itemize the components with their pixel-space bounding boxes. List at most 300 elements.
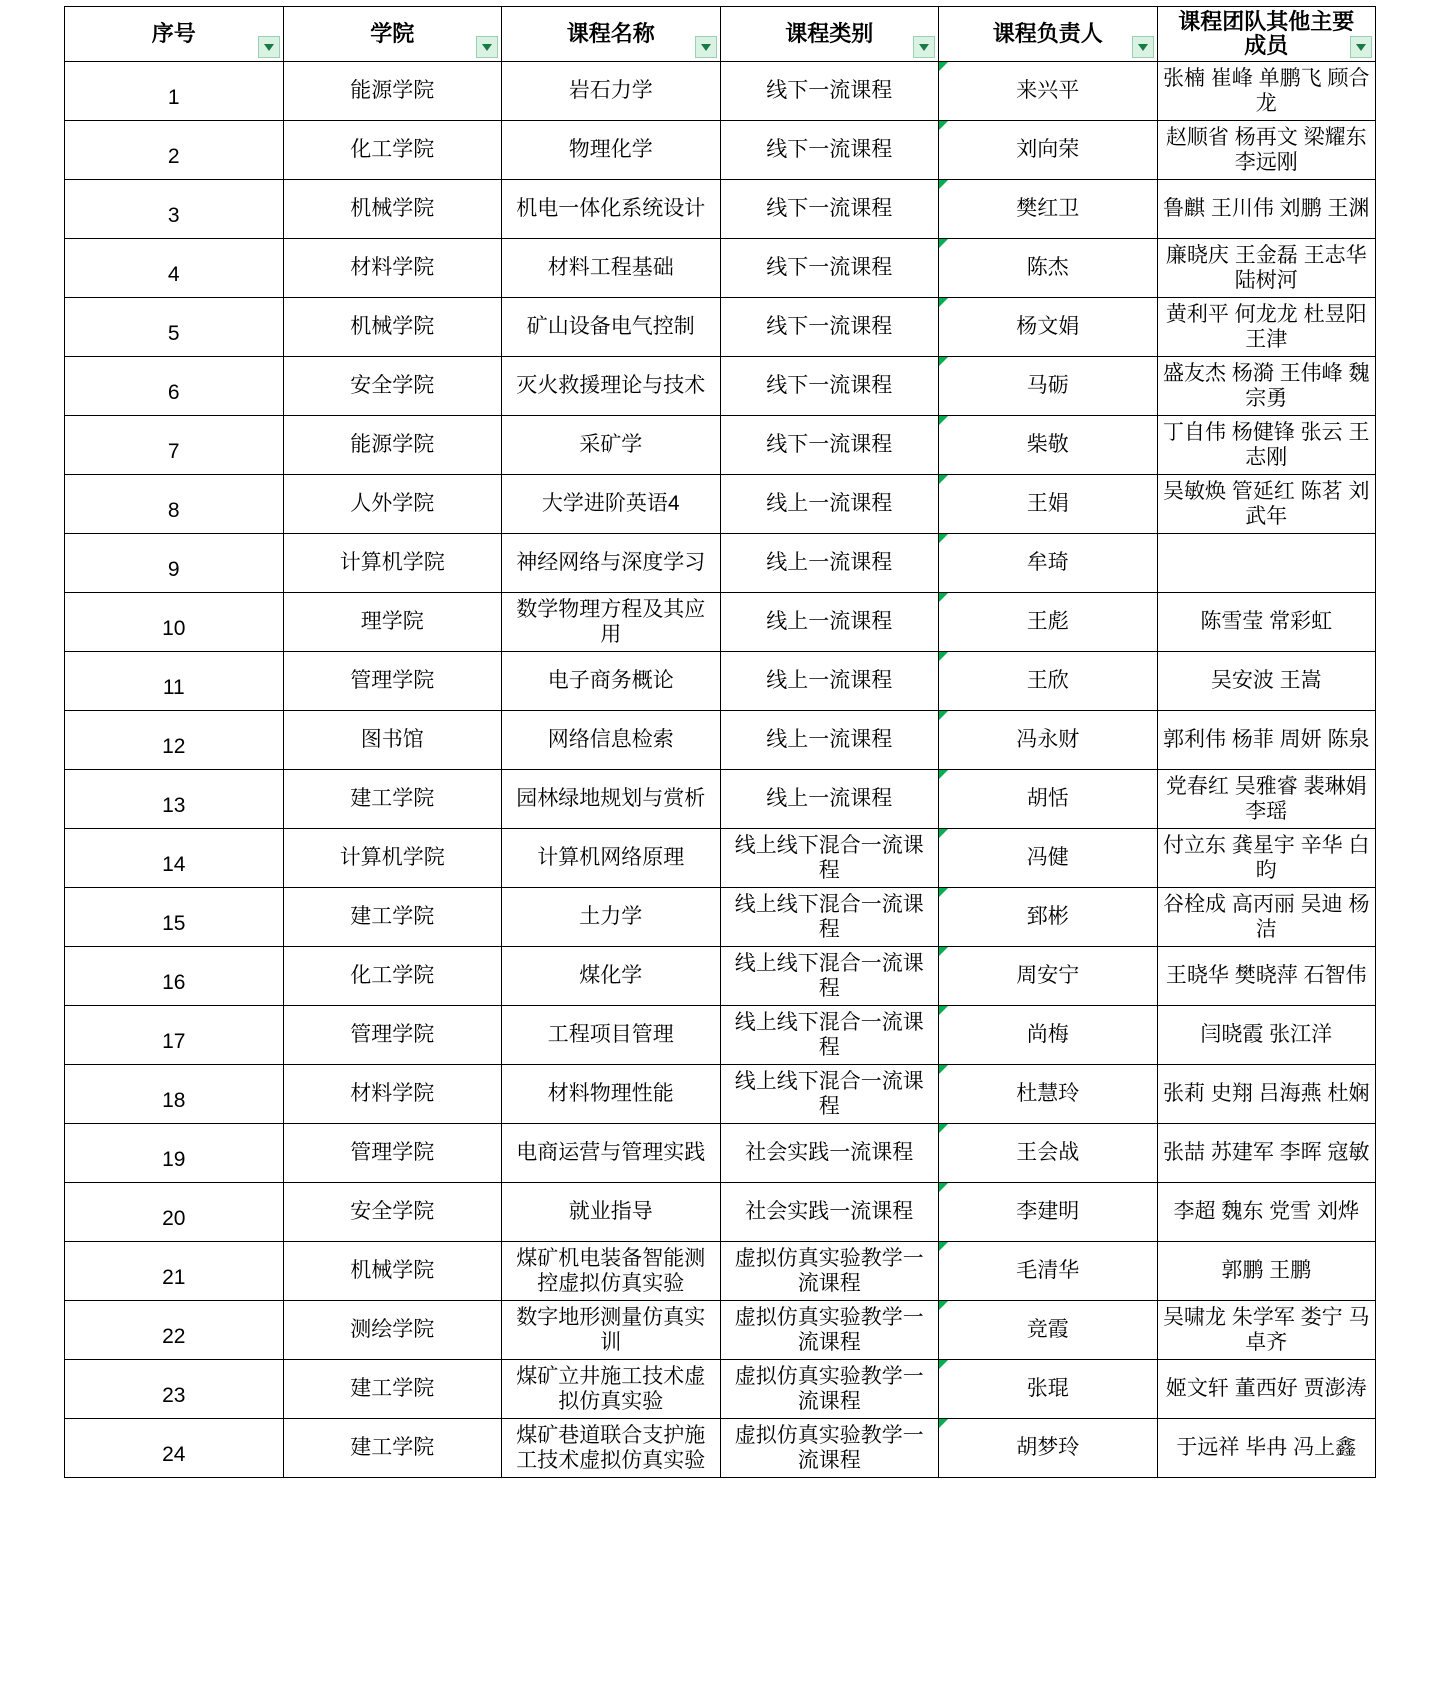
cell-index-text: 19 bbox=[162, 1148, 186, 1172]
cell-category-text: 线上线下混合一流课程 bbox=[734, 1010, 924, 1059]
cell-index[interactable] bbox=[65, 121, 284, 180]
cell-members[interactable] bbox=[1157, 770, 1376, 829]
cell-course-name-text: 材料物理性能 bbox=[547, 1082, 674, 1106]
cell-index[interactable] bbox=[65, 239, 284, 298]
cell-index[interactable] bbox=[65, 534, 284, 593]
cell-leader[interactable] bbox=[939, 593, 1158, 652]
cell-leader[interactable] bbox=[939, 1360, 1158, 1419]
cell-leader[interactable] bbox=[939, 416, 1158, 475]
table-body bbox=[65, 62, 1376, 1478]
cell-category[interactable] bbox=[720, 534, 939, 593]
cell-members[interactable] bbox=[1157, 1301, 1376, 1360]
cell-college[interactable] bbox=[283, 770, 502, 829]
header-label-index: 序号 bbox=[151, 20, 196, 46]
cell-members[interactable] bbox=[1157, 1065, 1376, 1124]
cell-category-text: 虚拟仿真实验教学一流课程 bbox=[734, 1305, 924, 1354]
cell-category[interactable] bbox=[720, 416, 939, 475]
table-row bbox=[65, 416, 1376, 475]
cell-category[interactable] bbox=[720, 770, 939, 829]
cell-course-name-text: 就业指导 bbox=[568, 1200, 653, 1224]
cell-course-name[interactable] bbox=[502, 1360, 721, 1419]
cell-members[interactable] bbox=[1157, 1006, 1376, 1065]
header-cell-members bbox=[1157, 7, 1376, 62]
cell-index[interactable] bbox=[65, 1360, 284, 1419]
cell-leader-text: 尚梅 bbox=[1026, 1023, 1069, 1047]
cell-college-text: 材料学院 bbox=[350, 1082, 435, 1106]
header-cell-college bbox=[283, 7, 502, 62]
cell-members[interactable] bbox=[1157, 947, 1376, 1006]
cell-members[interactable] bbox=[1157, 180, 1376, 239]
cell-category-text: 线下一流课程 bbox=[766, 256, 893, 280]
cell-college[interactable] bbox=[283, 298, 502, 357]
cell-index[interactable] bbox=[65, 475, 284, 534]
cell-category-text: 社会实践一流课程 bbox=[745, 1200, 914, 1224]
cell-college[interactable] bbox=[283, 180, 502, 239]
cell-college-text: 化工学院 bbox=[350, 138, 435, 162]
cell-college[interactable] bbox=[283, 829, 502, 888]
cell-members-text: 吴敏焕 管延红 陈茗 刘武年 bbox=[1162, 479, 1370, 528]
cell-course-name[interactable] bbox=[502, 180, 721, 239]
cell-members-text: 姬文轩 董西好 贾澎涛 bbox=[1165, 1377, 1367, 1401]
cell-category-text: 线上一流课程 bbox=[766, 610, 893, 634]
cell-category[interactable] bbox=[720, 1065, 939, 1124]
cell-category-text: 虚拟仿真实验教学一流课程 bbox=[734, 1423, 924, 1472]
cell-leader-text: 王欣 bbox=[1026, 669, 1069, 693]
cell-category[interactable] bbox=[720, 1419, 939, 1478]
cell-college-text: 建工学院 bbox=[350, 1377, 435, 1401]
table-row bbox=[65, 711, 1376, 770]
cell-index[interactable] bbox=[65, 180, 284, 239]
cell-leader-text: 竞霞 bbox=[1026, 1318, 1069, 1342]
cell-members[interactable] bbox=[1157, 1242, 1376, 1301]
cell-leader[interactable] bbox=[939, 1242, 1158, 1301]
cell-college-text: 能源学院 bbox=[350, 79, 435, 103]
cell-college[interactable] bbox=[283, 1242, 502, 1301]
cell-leader[interactable] bbox=[939, 1419, 1158, 1478]
cell-college[interactable] bbox=[283, 416, 502, 475]
cell-college-text: 化工学院 bbox=[350, 964, 435, 988]
cell-category[interactable] bbox=[720, 298, 939, 357]
cell-course-name-text: 土力学 bbox=[579, 905, 643, 929]
table-header bbox=[65, 7, 1376, 62]
cell-members-text: 闫晓霞 张江洋 bbox=[1200, 1023, 1333, 1047]
cell-course-name[interactable] bbox=[502, 1183, 721, 1242]
cell-leader[interactable] bbox=[939, 770, 1158, 829]
cell-leader[interactable] bbox=[939, 1006, 1158, 1065]
cell-category-text: 线下一流课程 bbox=[766, 197, 893, 221]
cell-category[interactable] bbox=[720, 652, 939, 711]
cell-category[interactable] bbox=[720, 1242, 939, 1301]
cell-category[interactable] bbox=[720, 62, 939, 121]
cell-members[interactable] bbox=[1157, 652, 1376, 711]
header-cell-category bbox=[720, 7, 939, 62]
cell-college[interactable] bbox=[283, 711, 502, 770]
table-row bbox=[65, 180, 1376, 239]
cell-leader-text: 牟琦 bbox=[1026, 551, 1069, 575]
table-row bbox=[65, 947, 1376, 1006]
cell-index[interactable] bbox=[65, 829, 284, 888]
cell-members[interactable] bbox=[1157, 357, 1376, 416]
cell-college[interactable] bbox=[283, 1301, 502, 1360]
cell-college[interactable] bbox=[283, 239, 502, 298]
cell-college-text: 理学院 bbox=[360, 610, 424, 634]
cell-category[interactable] bbox=[720, 475, 939, 534]
cell-members-text: 王晓华 樊晓萍 石智伟 bbox=[1165, 964, 1367, 988]
cell-leader-text: 王娟 bbox=[1026, 492, 1069, 516]
cell-course-name-text: 煤化学 bbox=[579, 964, 643, 988]
cell-leader[interactable] bbox=[939, 652, 1158, 711]
cell-course-name-text: 工程项目管理 bbox=[547, 1023, 674, 1047]
cell-course-name-text: 机电一体化系统设计 bbox=[516, 197, 706, 221]
cell-college-text: 图书馆 bbox=[360, 728, 424, 752]
header-cell-index bbox=[65, 7, 284, 62]
cell-leader[interactable] bbox=[939, 1183, 1158, 1242]
cell-index[interactable] bbox=[65, 357, 284, 416]
cell-members-text: 丁自伟 杨健锋 张云 王志刚 bbox=[1162, 420, 1370, 469]
cell-course-name[interactable] bbox=[502, 1301, 721, 1360]
cell-category[interactable] bbox=[720, 1183, 939, 1242]
cell-members-text: 吴安波 王嵩 bbox=[1210, 669, 1322, 693]
cell-course-name[interactable] bbox=[502, 357, 721, 416]
cell-leader-text: 来兴平 bbox=[1016, 79, 1080, 103]
cell-members[interactable] bbox=[1157, 416, 1376, 475]
cell-index-text: 1 bbox=[167, 86, 180, 110]
course-table bbox=[64, 6, 1376, 1478]
cell-course-name-text: 煤矿立井施工技术虚拟仿真实验 bbox=[516, 1364, 706, 1413]
cell-members[interactable] bbox=[1157, 1360, 1376, 1419]
cell-course-name[interactable] bbox=[502, 770, 721, 829]
cell-index-text: 17 bbox=[162, 1030, 186, 1054]
cell-college[interactable] bbox=[283, 1006, 502, 1065]
cell-college[interactable] bbox=[283, 1419, 502, 1478]
cell-members[interactable] bbox=[1157, 1124, 1376, 1183]
cell-leader[interactable] bbox=[939, 475, 1158, 534]
cell-index-text: 12 bbox=[162, 735, 186, 759]
filter-dropdown-icon[interactable] bbox=[1350, 36, 1372, 58]
cell-index-text: 23 bbox=[162, 1384, 186, 1408]
cell-category[interactable] bbox=[720, 1360, 939, 1419]
cell-index[interactable] bbox=[65, 1065, 284, 1124]
cell-category[interactable] bbox=[720, 593, 939, 652]
cell-index[interactable] bbox=[65, 711, 284, 770]
cell-course-name-text: 园林绿地规划与赏析 bbox=[516, 787, 706, 811]
cell-college-text: 机械学院 bbox=[350, 1259, 435, 1283]
cell-members-text: 赵顺省 杨再文 梁耀东 李远刚 bbox=[1165, 125, 1367, 174]
cell-members-text: 郭利伟 杨菲 周妍 陈泉 bbox=[1162, 728, 1370, 752]
cell-course-name-text: 网络信息检索 bbox=[547, 728, 674, 752]
cell-course-name-text: 电商运营与管理实践 bbox=[516, 1141, 706, 1165]
cell-college[interactable] bbox=[283, 888, 502, 947]
cell-category[interactable] bbox=[720, 239, 939, 298]
cell-members[interactable] bbox=[1157, 298, 1376, 357]
cell-category-text: 线下一流课程 bbox=[766, 79, 893, 103]
cell-college-text: 安全学院 bbox=[350, 1200, 435, 1224]
cell-course-name-text: 灭火救援理论与技术 bbox=[516, 374, 706, 398]
cell-course-name-text: 物理化学 bbox=[568, 138, 653, 162]
cell-category[interactable] bbox=[720, 180, 939, 239]
cell-college-text: 机械学院 bbox=[350, 197, 435, 221]
cell-leader-text: 李建明 bbox=[1016, 1200, 1080, 1224]
cell-index-text: 8 bbox=[167, 499, 180, 523]
cell-members-text: 廉晓庆 王金磊 王志华 陆树河 bbox=[1165, 243, 1367, 292]
cell-category[interactable] bbox=[720, 947, 939, 1006]
cell-college[interactable] bbox=[283, 357, 502, 416]
cell-members[interactable] bbox=[1157, 239, 1376, 298]
cell-course-name[interactable] bbox=[502, 298, 721, 357]
cell-members-text: 黄利平 何龙龙 杜昱阳 王津 bbox=[1165, 302, 1367, 351]
filter-dropdown-icon[interactable] bbox=[476, 36, 498, 58]
cell-course-name[interactable] bbox=[502, 652, 721, 711]
cell-course-name[interactable] bbox=[502, 416, 721, 475]
cell-course-name[interactable] bbox=[502, 1124, 721, 1183]
cell-index[interactable] bbox=[65, 947, 284, 1006]
cell-leader[interactable] bbox=[939, 1301, 1158, 1360]
cell-leader[interactable] bbox=[939, 947, 1158, 1006]
filter-dropdown-icon[interactable] bbox=[258, 36, 280, 58]
table-row bbox=[65, 475, 1376, 534]
cell-category-text: 线上线下混合一流课程 bbox=[734, 892, 924, 941]
table-row bbox=[65, 1124, 1376, 1183]
cell-category-text: 线上一流课程 bbox=[766, 669, 893, 693]
header-row bbox=[65, 7, 1376, 62]
cell-college-text: 管理学院 bbox=[350, 669, 435, 693]
cell-course-name-text: 数学物理方程及其应用 bbox=[516, 597, 706, 646]
cell-members-text: 付立东 龚星宇 辛华 白昀 bbox=[1162, 833, 1370, 882]
cell-members[interactable] bbox=[1157, 1183, 1376, 1242]
cell-index[interactable] bbox=[65, 1419, 284, 1478]
cell-college-text: 能源学院 bbox=[350, 433, 435, 457]
header-label-members: 课程团队其他主要成员 bbox=[1178, 8, 1355, 58]
cell-category-text: 线上线下混合一流课程 bbox=[734, 833, 924, 882]
table-row bbox=[65, 652, 1376, 711]
cell-index[interactable] bbox=[65, 652, 284, 711]
cell-college[interactable] bbox=[283, 62, 502, 121]
cell-course-name[interactable] bbox=[502, 62, 721, 121]
header-label-leader: 课程负责人 bbox=[992, 20, 1103, 46]
cell-course-name[interactable] bbox=[502, 1242, 721, 1301]
cell-course-name[interactable] bbox=[502, 1419, 721, 1478]
cell-index[interactable] bbox=[65, 62, 284, 121]
cell-college-text: 人外学院 bbox=[350, 492, 435, 516]
cell-index-text: 20 bbox=[162, 1207, 186, 1231]
cell-leader-text: 张琨 bbox=[1026, 1377, 1069, 1401]
cell-leader-text: 杜慧玲 bbox=[1016, 1082, 1080, 1106]
cell-college[interactable] bbox=[283, 1360, 502, 1419]
cell-category-text: 虚拟仿真实验教学一流课程 bbox=[734, 1246, 924, 1295]
cell-index-text: 4 bbox=[167, 263, 180, 287]
cell-index-text: 13 bbox=[162, 794, 186, 818]
cell-index-text: 10 bbox=[162, 617, 186, 641]
filter-dropdown-icon[interactable] bbox=[695, 36, 717, 58]
cell-leader[interactable] bbox=[939, 239, 1158, 298]
cell-members[interactable] bbox=[1157, 829, 1376, 888]
cell-course-name[interactable] bbox=[502, 947, 721, 1006]
cell-category-text: 线上线下混合一流课程 bbox=[734, 1069, 924, 1118]
cell-category[interactable] bbox=[720, 357, 939, 416]
cell-college-text: 建工学院 bbox=[350, 905, 435, 929]
cell-college[interactable] bbox=[283, 652, 502, 711]
cell-members-text: 盛友杰 杨漪 王伟峰 魏宗勇 bbox=[1162, 361, 1370, 410]
cell-members-text: 陈雪莹 常彩虹 bbox=[1200, 610, 1333, 634]
cell-leader-text: 胡恬 bbox=[1026, 787, 1069, 811]
cell-index[interactable] bbox=[65, 1124, 284, 1183]
cell-members-text: 郭鹏 王鹏 bbox=[1221, 1259, 1312, 1283]
cell-index[interactable] bbox=[65, 1242, 284, 1301]
cell-college-text: 机械学院 bbox=[350, 315, 435, 339]
cell-category-text: 线上一流课程 bbox=[766, 728, 893, 752]
cell-category[interactable] bbox=[720, 888, 939, 947]
cell-college[interactable] bbox=[283, 534, 502, 593]
cell-members[interactable] bbox=[1157, 534, 1376, 593]
cell-index-text: 21 bbox=[162, 1266, 186, 1290]
cell-leader-text: 樊红卫 bbox=[1016, 197, 1080, 221]
cell-category-text: 社会实践一流课程 bbox=[745, 1141, 914, 1165]
cell-category[interactable] bbox=[720, 829, 939, 888]
cell-index-text: 11 bbox=[162, 676, 185, 700]
header-cell-leader bbox=[939, 7, 1158, 62]
cell-index[interactable] bbox=[65, 770, 284, 829]
table-row bbox=[65, 1006, 1376, 1065]
cell-members-text: 于远祥 毕冉 冯上鑫 bbox=[1176, 1436, 1357, 1460]
cell-leader[interactable] bbox=[939, 121, 1158, 180]
cell-index[interactable] bbox=[65, 1301, 284, 1360]
cell-index-text: 24 bbox=[162, 1443, 186, 1467]
cell-category[interactable] bbox=[720, 1006, 939, 1065]
cell-category[interactable] bbox=[720, 711, 939, 770]
cell-course-name-text: 大学进阶英语4 bbox=[541, 492, 680, 516]
table-row bbox=[65, 770, 1376, 829]
cell-college[interactable] bbox=[283, 475, 502, 534]
cell-leader-text: 柴敬 bbox=[1026, 433, 1069, 457]
cell-index-text: 22 bbox=[162, 1325, 186, 1349]
cell-course-name[interactable] bbox=[502, 121, 721, 180]
cell-members[interactable] bbox=[1157, 593, 1376, 652]
cell-college-text: 管理学院 bbox=[350, 1141, 435, 1165]
cell-category-text: 线下一流课程 bbox=[766, 374, 893, 398]
cell-members-text: 吴啸龙 朱学军 娄宁 马卓齐 bbox=[1162, 1305, 1370, 1354]
table-row bbox=[65, 534, 1376, 593]
cell-category[interactable] bbox=[720, 1124, 939, 1183]
cell-leader[interactable] bbox=[939, 829, 1158, 888]
cell-members[interactable] bbox=[1157, 121, 1376, 180]
cell-index[interactable] bbox=[65, 298, 284, 357]
cell-college[interactable] bbox=[283, 121, 502, 180]
cell-index-text: 14 bbox=[162, 853, 186, 877]
cell-category[interactable] bbox=[720, 1301, 939, 1360]
cell-leader[interactable] bbox=[939, 888, 1158, 947]
cell-leader[interactable] bbox=[939, 711, 1158, 770]
table-row bbox=[65, 1183, 1376, 1242]
cell-course-name-text: 煤矿巷道联合支护施工技术虚拟仿真实验 bbox=[516, 1423, 706, 1472]
table-row bbox=[65, 1301, 1376, 1360]
cell-course-name-text: 岩石力学 bbox=[568, 79, 653, 103]
cell-leader-text: 冯永财 bbox=[1016, 728, 1080, 752]
cell-course-name-text: 数字地形测量仿真实训 bbox=[516, 1305, 706, 1354]
cell-college[interactable] bbox=[283, 1065, 502, 1124]
cell-college[interactable] bbox=[283, 1124, 502, 1183]
cell-college-text: 安全学院 bbox=[350, 374, 435, 398]
cell-members[interactable] bbox=[1157, 1419, 1376, 1478]
cell-course-name-text: 材料工程基础 bbox=[547, 256, 674, 280]
cell-index[interactable] bbox=[65, 1006, 284, 1065]
cell-college-text: 材料学院 bbox=[350, 256, 435, 280]
cell-leader[interactable] bbox=[939, 298, 1158, 357]
cell-course-name[interactable] bbox=[502, 1006, 721, 1065]
cell-category-text: 线下一流课程 bbox=[766, 315, 893, 339]
cell-college[interactable] bbox=[283, 947, 502, 1006]
cell-course-name[interactable] bbox=[502, 475, 721, 534]
cell-members[interactable] bbox=[1157, 62, 1376, 121]
cell-index-text: 3 bbox=[167, 204, 180, 228]
cell-course-name[interactable] bbox=[502, 711, 721, 770]
cell-members[interactable] bbox=[1157, 888, 1376, 947]
cell-index-text: 16 bbox=[162, 971, 186, 995]
filter-dropdown-icon[interactable] bbox=[1132, 36, 1154, 58]
cell-category-text: 线上一流课程 bbox=[766, 787, 893, 811]
cell-leader[interactable] bbox=[939, 1065, 1158, 1124]
cell-leader[interactable] bbox=[939, 62, 1158, 121]
cell-leader-text: 毛清华 bbox=[1016, 1259, 1080, 1283]
cell-category[interactable] bbox=[720, 121, 939, 180]
cell-index[interactable] bbox=[65, 1183, 284, 1242]
cell-leader[interactable] bbox=[939, 357, 1158, 416]
cell-leader-text: 陈杰 bbox=[1026, 256, 1069, 280]
cell-college-text: 计算机学院 bbox=[339, 846, 445, 870]
cell-index[interactable] bbox=[65, 888, 284, 947]
table-row bbox=[65, 1360, 1376, 1419]
cell-course-name[interactable] bbox=[502, 829, 721, 888]
cell-members-text: 张楠 崔峰 单鹏飞 顾合龙 bbox=[1162, 66, 1370, 115]
cell-college[interactable] bbox=[283, 593, 502, 652]
cell-index[interactable] bbox=[65, 593, 284, 652]
cell-course-name[interactable] bbox=[502, 1065, 721, 1124]
cell-course-name[interactable] bbox=[502, 239, 721, 298]
cell-leader-text: 胡梦玲 bbox=[1016, 1436, 1080, 1460]
cell-index-text: 9 bbox=[167, 558, 180, 582]
cell-leader[interactable] bbox=[939, 180, 1158, 239]
table-row bbox=[65, 357, 1376, 416]
cell-leader[interactable] bbox=[939, 1124, 1158, 1183]
header-cell-course-name bbox=[502, 7, 721, 62]
cell-leader[interactable] bbox=[939, 534, 1158, 593]
header-label-category: 课程类别 bbox=[785, 20, 874, 46]
cell-course-name[interactable] bbox=[502, 593, 721, 652]
cell-course-name-text: 计算机网络原理 bbox=[537, 846, 685, 870]
cell-index-text: 15 bbox=[162, 912, 186, 936]
table-row bbox=[65, 121, 1376, 180]
cell-category-text: 线上一流课程 bbox=[766, 551, 893, 575]
cell-members[interactable] bbox=[1157, 475, 1376, 534]
cell-course-name[interactable] bbox=[502, 888, 721, 947]
cell-category-text: 线上一流课程 bbox=[766, 492, 893, 516]
cell-category-text: 线下一流课程 bbox=[766, 433, 893, 457]
cell-members-text: 谷栓成 高丙丽 吴迪 杨洁 bbox=[1162, 892, 1370, 941]
cell-college-text: 管理学院 bbox=[350, 1023, 435, 1047]
table-row bbox=[65, 239, 1376, 298]
cell-members[interactable] bbox=[1157, 711, 1376, 770]
table-row bbox=[65, 829, 1376, 888]
cell-course-name-text: 电子商务概论 bbox=[547, 669, 674, 693]
cell-index[interactable] bbox=[65, 416, 284, 475]
cell-course-name[interactable] bbox=[502, 534, 721, 593]
cell-members-text: 李超 魏东 党雪 刘烨 bbox=[1173, 1200, 1359, 1224]
table-row bbox=[65, 62, 1376, 121]
cell-college[interactable] bbox=[283, 1183, 502, 1242]
filter-dropdown-icon[interactable] bbox=[913, 36, 935, 58]
cell-leader-text: 郅彬 bbox=[1026, 905, 1069, 929]
cell-course-name-text: 采矿学 bbox=[579, 433, 643, 457]
cell-college-text: 建工学院 bbox=[350, 1436, 435, 1460]
